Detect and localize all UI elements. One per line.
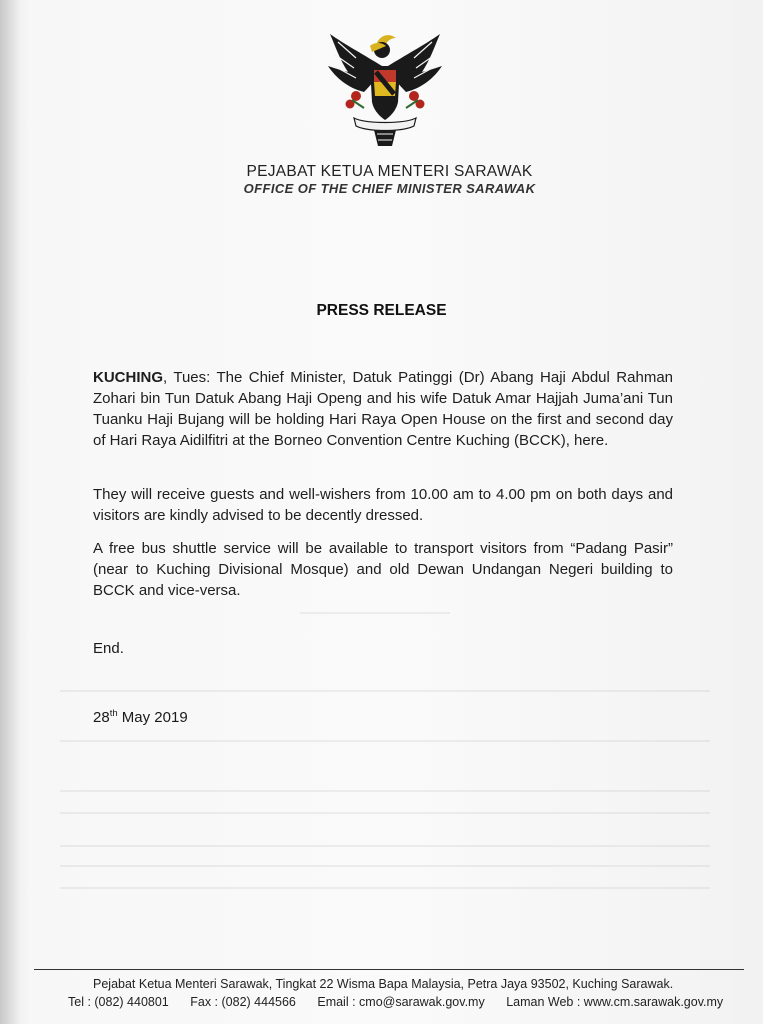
bleed-through-mark	[60, 845, 710, 847]
footer-divider	[34, 969, 744, 970]
footer-email: Email : cmo@sarawak.gov.my	[317, 995, 485, 1009]
office-name-malay: PEJABAT KETUA MENTERI SARAWAK	[246, 163, 533, 180]
date-month-year: May 2019	[117, 709, 188, 726]
date-day: 28	[93, 709, 110, 726]
bleed-through-mark	[60, 812, 710, 814]
sarawak-crest-logo	[326, 26, 444, 150]
bleed-through-mark	[60, 865, 710, 867]
paragraph-shuttle: A free bus shuttle service will be available to transport visitors from “Padang Pasir” (near to Kuching Divisional Mosque) and old Dewan Undangan Negeri building to BCCK and vice-versa.	[93, 540, 673, 599]
bleed-through-mark	[300, 612, 450, 614]
page-edge-shadow	[0, 0, 20, 1024]
end-marker: End.	[93, 640, 124, 657]
footer-contacts	[68, 995, 741, 1009]
paragraph-hours: They will receive guests and well-wishers from 10.00 am to 4.00 pm on both days and visitors are kindly advised to be decently dressed.	[93, 486, 673, 524]
bleed-through-mark	[60, 690, 710, 692]
announcement-text: , Tues: The Chief Minister, Datuk Patinggi (Dr) Abang Haji Abdul Rahman Zohari bin Tun Datuk Abang Haji Openg and his wife Datuk Amar Hajjah Juma’ani Tun Tuanku Haji Bujang will be holding Hari Raya Open House on the first and second day of Hari Raya Aidilfitri at the Borneo Convention Centre Kuching (BCCK), here.	[93, 369, 673, 449]
press-release-title: PRESS RELEASE	[316, 302, 447, 319]
office-name-english: OFFICE OF THE CHIEF MINISTER SARAWAK	[243, 181, 536, 196]
paragraph-announcement	[93, 367, 673, 451]
dateline-location: KUCHING	[93, 369, 163, 386]
footer-website: Laman Web : www.cm.sarawak.gov.my	[506, 995, 724, 1009]
bleed-through-mark	[60, 790, 710, 792]
footer-address: Pejabat Ketua Menteri Sarawak, Tingkat 22 Wisma Bapa Malaysia, Petra Jaya 93502, Kuching Sarawak.	[93, 977, 674, 991]
footer-fax: Fax : (082) 444566	[190, 995, 296, 1009]
bleed-through-mark	[60, 887, 710, 889]
release-date	[93, 708, 188, 726]
date-suffix: th	[109, 708, 118, 719]
footer-tel: Tel : (082) 440801	[68, 995, 169, 1009]
bleed-through-mark	[60, 740, 710, 742]
